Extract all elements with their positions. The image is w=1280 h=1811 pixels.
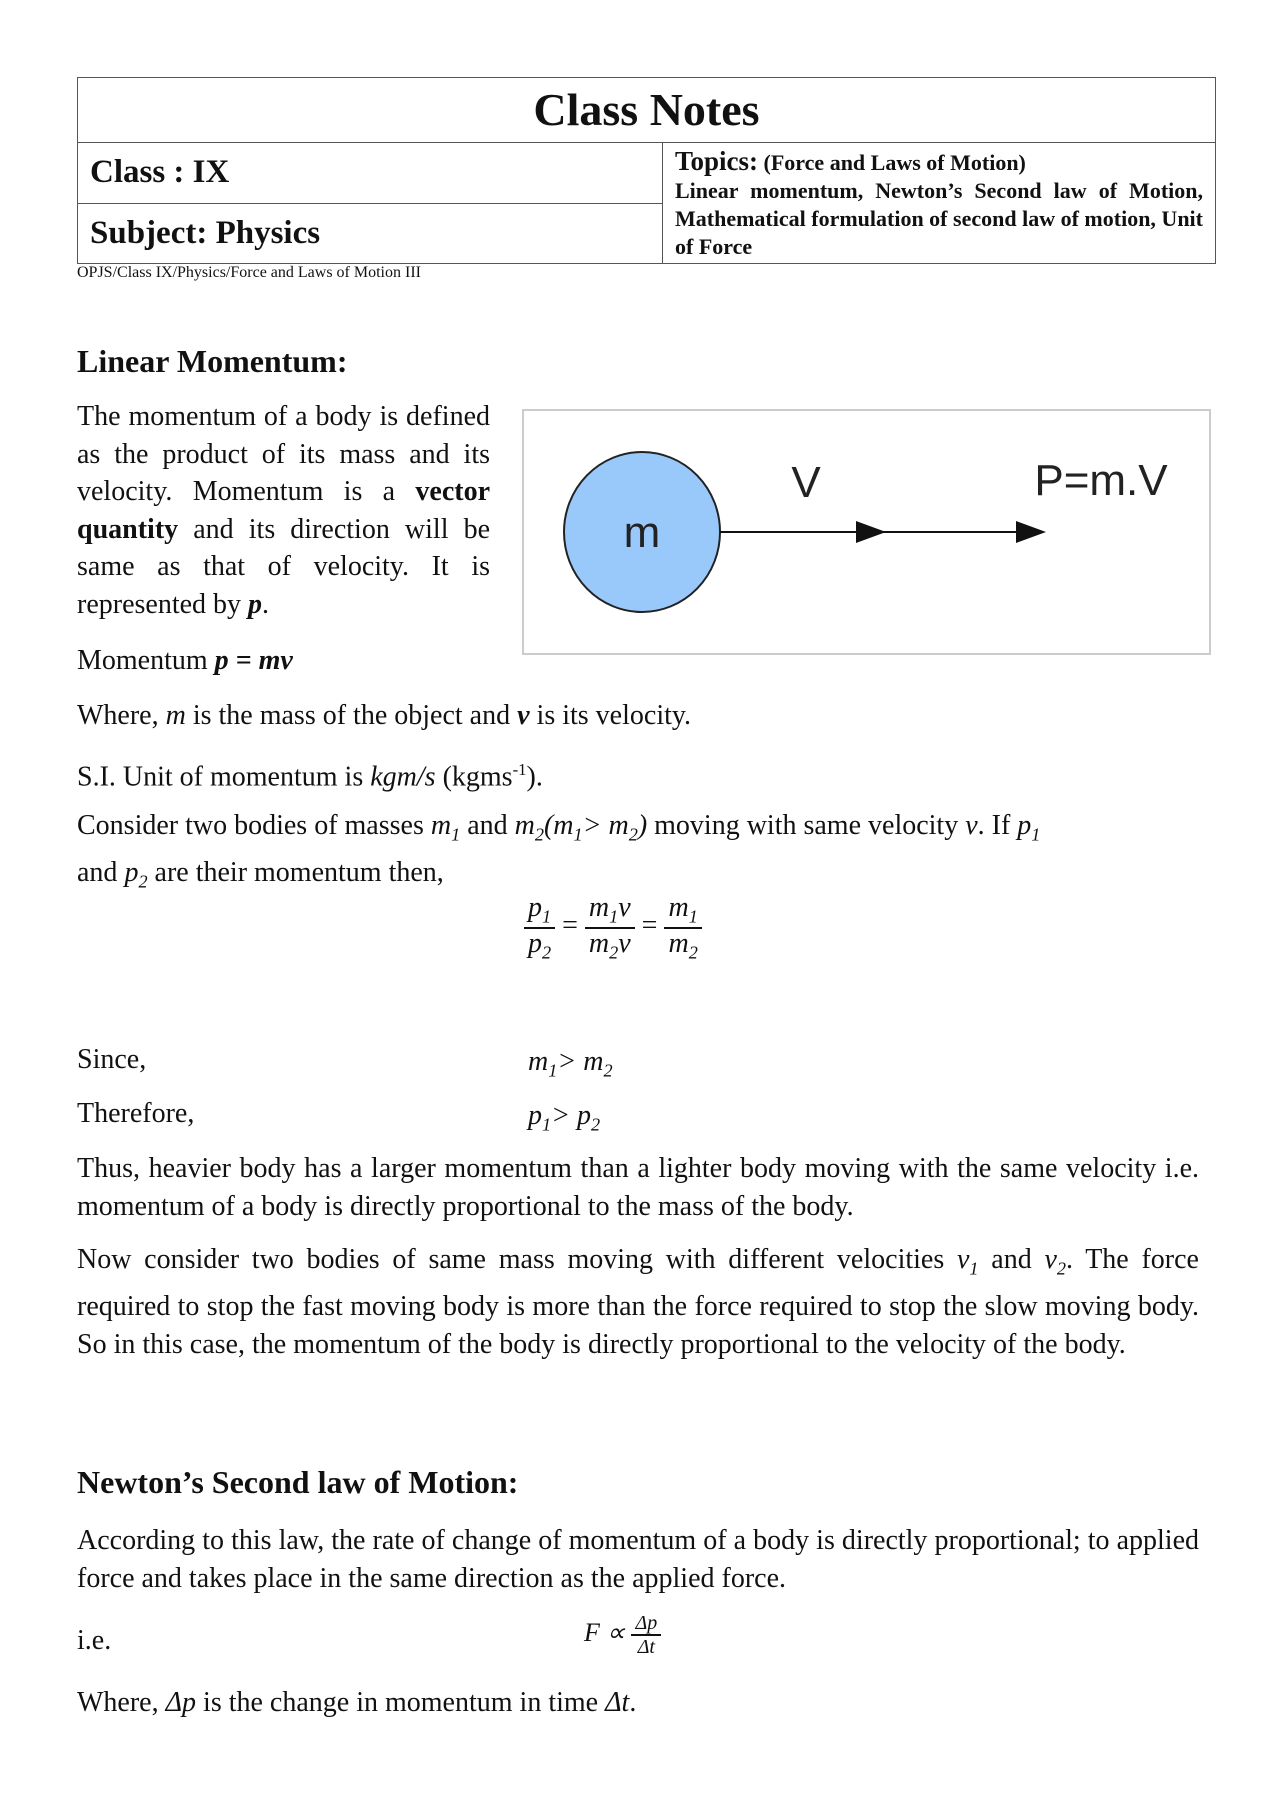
newton-where-line bbox=[77, 1684, 636, 1722]
text: Where, bbox=[77, 700, 166, 731]
where-line bbox=[77, 697, 691, 735]
text: and its direction will be same as that of velocity. It is represented by bbox=[77, 513, 490, 620]
text: . bbox=[262, 588, 270, 620]
text-bold: vector quantity bbox=[77, 476, 490, 545]
class-label: Class : IX bbox=[78, 143, 663, 204]
topics-label: Topics: bbox=[675, 146, 759, 176]
text: and bbox=[77, 857, 125, 889]
math: v bbox=[965, 810, 978, 841]
text: is the mass of the object and bbox=[185, 700, 518, 731]
formula: p = mv bbox=[214, 645, 293, 676]
text: The momentum of a body is defined as the product of its mass and its velocity. Momentum is a bbox=[77, 401, 490, 507]
text: . bbox=[629, 1687, 637, 1718]
math: $m_1$ bbox=[430, 810, 461, 845]
math: Δt bbox=[605, 1687, 630, 1718]
math: $p_1$ bbox=[1017, 810, 1041, 845]
text: is its velocity. bbox=[529, 700, 692, 731]
therefore-label: Therefore, bbox=[77, 1098, 195, 1129]
text: S.I. Unit of momentum is bbox=[77, 761, 371, 793]
text: is the change in momentum in time bbox=[196, 1687, 606, 1718]
symbol: m bbox=[165, 700, 186, 731]
page-title: Class Notes bbox=[78, 78, 1216, 143]
text: ). bbox=[526, 761, 543, 793]
momentum-diagram bbox=[522, 409, 1211, 655]
fraction: $\frac{m_1}{m_2}$ bbox=[664, 893, 701, 962]
momentum-formula bbox=[77, 642, 293, 680]
ie-label: i.e. bbox=[77, 1625, 112, 1656]
therefore-math: $p_1> p_2$ bbox=[528, 1100, 601, 1135]
topics-chapter: (Force and Laws of Motion) bbox=[763, 150, 1026, 175]
momentum-ratio-equation: $\frac{p_1}{p_2}$ = $\frac{m_1v}{m_2v}$ = $\frac{m_1}{m_2}$ bbox=[524, 893, 702, 962]
math: $v_1$ bbox=[956, 1244, 979, 1279]
fraction: $\frac{p_1}{p_2}$ bbox=[524, 893, 555, 962]
newton-law-paragraph: According to this law, the rate of change of momentum of a body is directly proportional; to applied force and takes place in the same direction as the applied force. bbox=[77, 1525, 1199, 1594]
text: (kgms bbox=[435, 761, 513, 793]
velocity-label: V bbox=[791, 458, 821, 507]
numerator: Δp bbox=[631, 1612, 661, 1636]
text: Consider two bodies of masses bbox=[77, 810, 431, 841]
math: $v_2$ bbox=[1044, 1244, 1066, 1279]
topics-list: Linear momentum, Newton’s Second law of Motion, Mathematical formulation of second law of motion, Unit of Force bbox=[675, 178, 1203, 259]
math: Δp bbox=[165, 1687, 197, 1718]
text: Momentum bbox=[77, 645, 215, 676]
text: . If bbox=[977, 810, 1018, 841]
unit: kgm/s bbox=[370, 761, 436, 793]
mass-label: m bbox=[623, 508, 661, 557]
diagram-svg bbox=[524, 411, 1209, 653]
topics-cell bbox=[663, 143, 1216, 264]
denominator: Δt bbox=[637, 1636, 655, 1658]
arrowhead-icon bbox=[1016, 521, 1046, 543]
thus-paragraph: Thus, heavier body has a larger momentum than a lighter body moving with the same velocity i.e. momentum of a body is directly proportional to the mass of the body. bbox=[77, 1153, 1199, 1222]
since-math: $m_1> m_2$ bbox=[528, 1046, 613, 1081]
document-reference: OPJS/Class IX/Physics/Force and Laws of Motion III bbox=[77, 264, 421, 281]
consider-paragraph bbox=[77, 807, 1199, 901]
fraction: $\frac{m_1v}{m_2v}$ bbox=[585, 893, 635, 962]
text: Where, bbox=[77, 1687, 166, 1718]
since-label: Since, bbox=[77, 1044, 147, 1075]
section-heading-linear-momentum: Linear Momentum: bbox=[77, 343, 348, 379]
text: moving with same velocity bbox=[647, 810, 966, 841]
math: $m_2(m_1> m_2)$ bbox=[514, 810, 648, 845]
si-unit-line bbox=[77, 751, 543, 796]
fraction bbox=[631, 1612, 661, 1658]
text: and bbox=[460, 810, 515, 841]
momentum-label: P=m.V bbox=[1034, 456, 1168, 505]
section-heading-newton-second-law: Newton’s Second law of Motion: bbox=[77, 1464, 519, 1500]
text: . The force required to stop the fast moving body is more than the force required to stop the slow moving body. So in this case, the momentum of the body is directly proportional to the velocity of the body. bbox=[77, 1244, 1199, 1360]
subject-label: Subject: Physics bbox=[78, 204, 663, 264]
math: F ∝ bbox=[584, 1617, 625, 1647]
symbol: p bbox=[248, 588, 263, 620]
math: $p_2$ bbox=[124, 857, 148, 892]
momentum-definition bbox=[77, 398, 490, 623]
proportionality-formula bbox=[584, 1612, 661, 1658]
header-table bbox=[77, 77, 1216, 264]
text: Now consider two bodies of same mass moving with different velocities bbox=[77, 1244, 957, 1275]
velocity-paragraph: Now consider two bodies of same mass moving with different velocities $v_1$ and $v_2$. The force required to stop the fast moving body is more than the force required to stop the slow moving body. So in this case, the momentum of the body is directly proportional to the velocity of the body. bbox=[77, 1244, 1199, 1360]
symbol: v bbox=[517, 700, 530, 731]
text: are their momentum then, bbox=[147, 857, 444, 889]
arrowhead-icon bbox=[856, 521, 886, 543]
superscript: -1 bbox=[512, 760, 527, 779]
